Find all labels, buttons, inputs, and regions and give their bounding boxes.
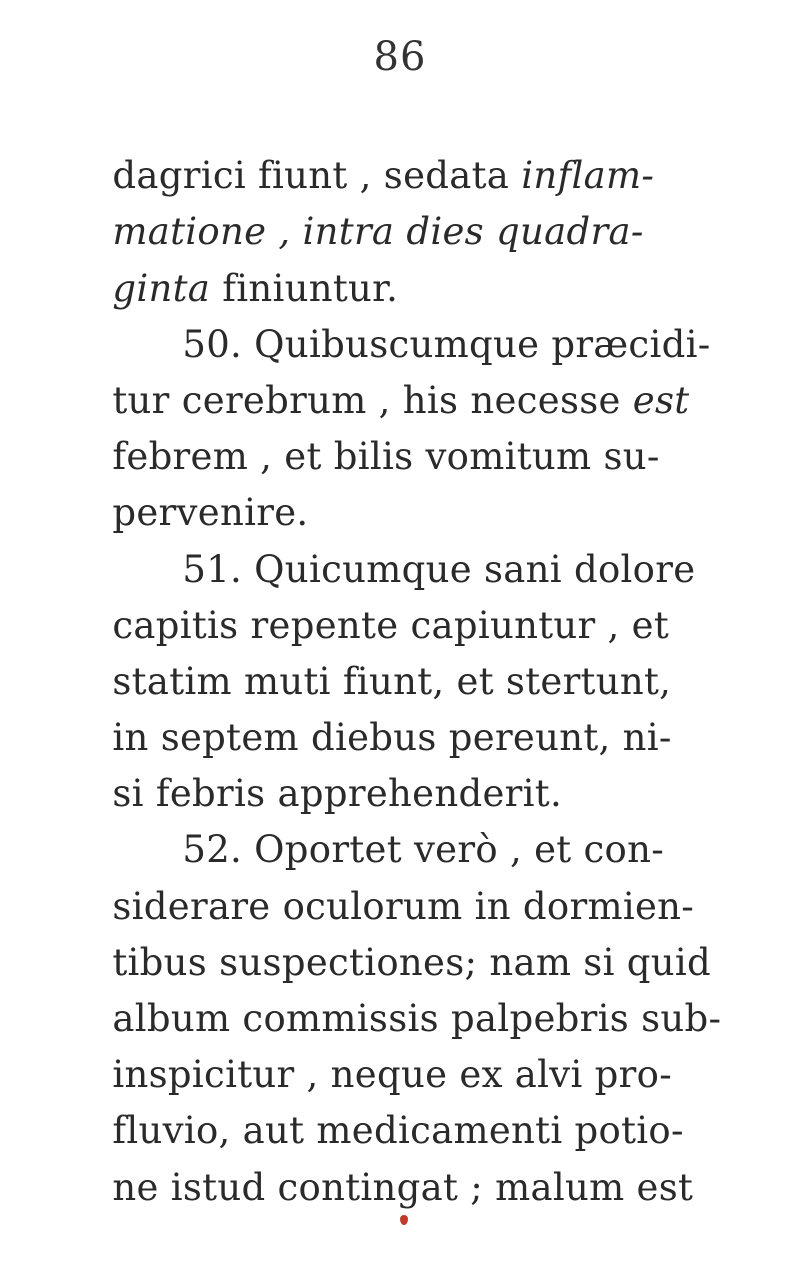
line-5-part-1: tur cerebrum , his necesse — [112, 378, 633, 422]
line-8-part-1: 51. Quicumque sani dolore — [182, 547, 696, 591]
line-5-part-2: est — [632, 378, 690, 422]
ink-mark — [400, 1215, 408, 1225]
line-1-part-2: inflam- — [521, 154, 655, 198]
line-16-part-1: album commissis palpebris sub- — [112, 997, 722, 1041]
line-11-part-1: in septem diebus pereunt, ni- — [112, 716, 672, 760]
line-3-part-2: finiuntur. — [210, 266, 399, 310]
line-1-part-1: dagrici fiunt , sedata — [112, 154, 522, 198]
line-9-part-1: capitis repente capiuntur , et — [112, 603, 670, 647]
line-18-part-1: fluvio, aut medicamenti potio- — [112, 1109, 684, 1153]
line-3-part-1: ginta — [112, 266, 211, 310]
line-2-part-1: matione , intra dies quadra- — [112, 210, 644, 254]
page-number: 86 — [373, 34, 427, 80]
line-10-part-1: statim muti fiunt, et stertunt, — [112, 659, 672, 703]
line-4-part-1: 50. Quibuscumque præcidi- — [182, 322, 711, 366]
line-19-part-1: ne istud contingat ; malum est — [112, 1165, 694, 1209]
text-line-1 — [40, 92, 785, 198]
line-14-part-1: siderare oculorum in dormien- — [112, 884, 695, 928]
line-6-part-1: febrem , et bilis vomitum su- — [112, 435, 660, 479]
line-15-part-1: tibus suspectiones; nam si quid — [112, 940, 712, 984]
line-17-part-1: inspicitur , neque ex alvi pro- — [112, 1053, 673, 1097]
body-text — [40, 92, 785, 1209]
line-7-part-1: pervenire. — [112, 491, 309, 535]
line-13-part-1: 52. Oportet verò , et con- — [182, 828, 665, 872]
line-12-part-1: si febris apprehenderit. — [112, 772, 563, 816]
